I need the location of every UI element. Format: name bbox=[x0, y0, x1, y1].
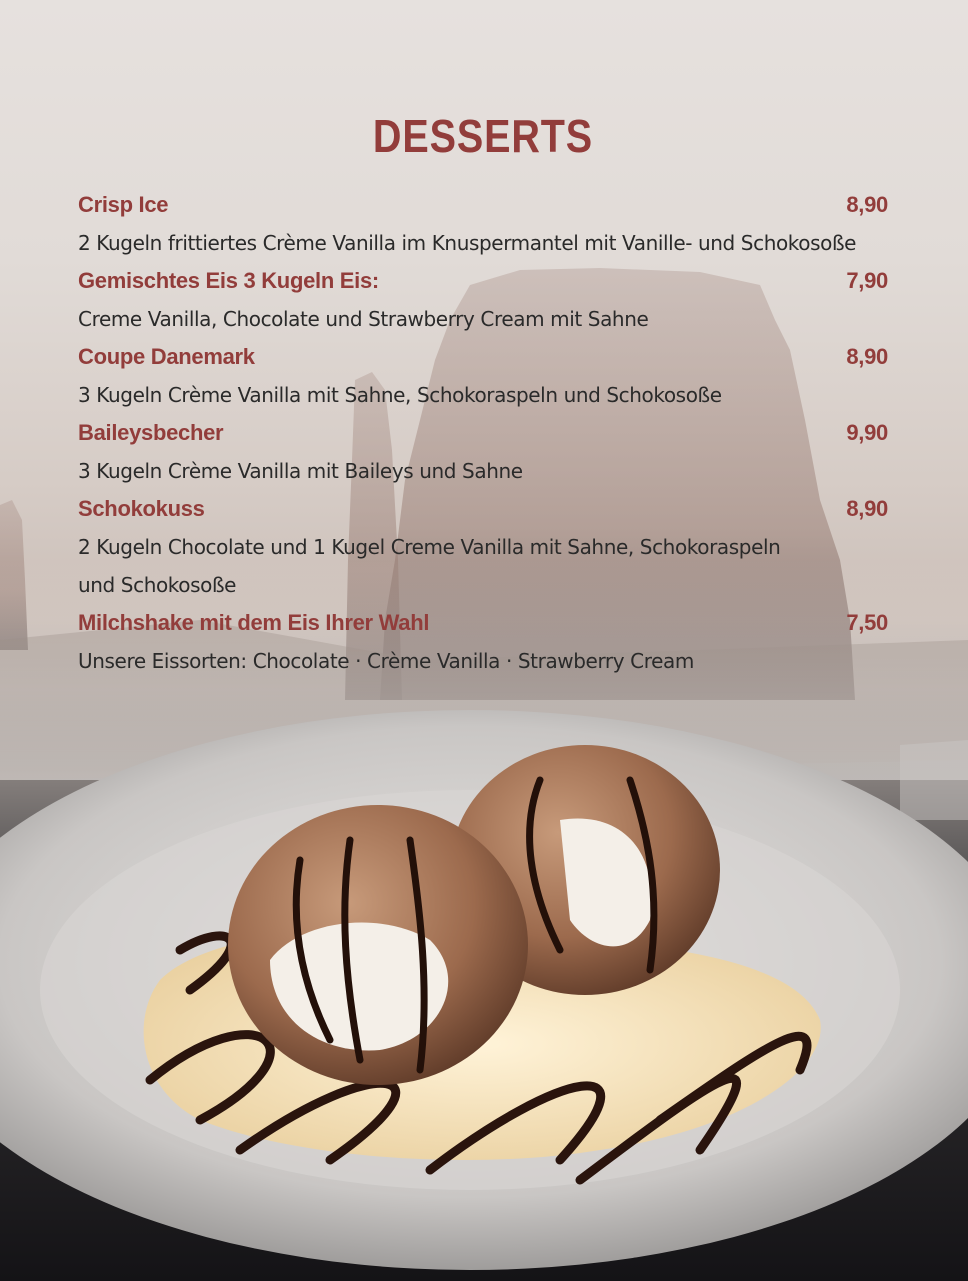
menu-item-header bbox=[78, 338, 888, 376]
item-name: Milchshake mit dem Eis Ihrer Wahl bbox=[78, 610, 430, 635]
menu-item-baileysbecher bbox=[78, 414, 888, 490]
item-name: Crisp Ice bbox=[78, 192, 169, 217]
item-description: Unsere Eissorten: Chocolate · Crème Vanilla · Strawberry Cream bbox=[78, 649, 694, 673]
dessert-photo bbox=[0, 690, 968, 1281]
item-description: 3 Kugeln Crème Vanilla mit Baileys und Sahne bbox=[78, 459, 523, 483]
item-price: 8,90 bbox=[846, 496, 888, 521]
menu-item-gemischtes-eis bbox=[78, 262, 888, 338]
page-title: DESSERTS bbox=[372, 110, 594, 162]
menu-item-schokokuss bbox=[78, 490, 888, 604]
menu-item-crisp-ice bbox=[78, 186, 888, 262]
menu-item-milchshake bbox=[78, 604, 888, 680]
menu-item-coupe-danemark bbox=[78, 338, 888, 414]
item-price: 8,90 bbox=[846, 344, 888, 369]
menu-item-header bbox=[78, 262, 888, 300]
item-price: 8,90 bbox=[846, 192, 888, 217]
item-price: 7,90 bbox=[846, 268, 888, 293]
item-name: Schokokuss bbox=[78, 496, 205, 521]
item-description: 2 Kugeln Chocolate und 1 Kugel Creme Vanilla mit Sahne, Schokoraspeln bbox=[78, 535, 781, 559]
item-description: 2 Kugeln frittiertes Crème Vanilla im Knuspermantel mit Vanille- und Schokosoße bbox=[78, 231, 857, 255]
item-description: 3 Kugeln Crème Vanilla mit Sahne, Schokoraspeln und Schokosoße bbox=[78, 383, 722, 407]
item-price: 7,50 bbox=[846, 610, 888, 635]
menu-item-header bbox=[78, 490, 888, 528]
menu-item-header bbox=[78, 604, 888, 642]
item-name: Coupe Danemark bbox=[78, 344, 255, 369]
item-description: Creme Vanilla, Chocolate und Strawberry Cream mit Sahne bbox=[78, 307, 649, 331]
item-name: Baileysbecher bbox=[78, 420, 224, 445]
item-description: und Schokosoße bbox=[78, 573, 237, 597]
dessert-menu bbox=[78, 100, 888, 680]
menu-item-header bbox=[78, 414, 888, 452]
item-price: 9,90 bbox=[846, 420, 888, 445]
menu-item-header bbox=[78, 186, 888, 224]
item-name: Gemischtes Eis 3 Kugeln Eis: bbox=[78, 268, 379, 293]
